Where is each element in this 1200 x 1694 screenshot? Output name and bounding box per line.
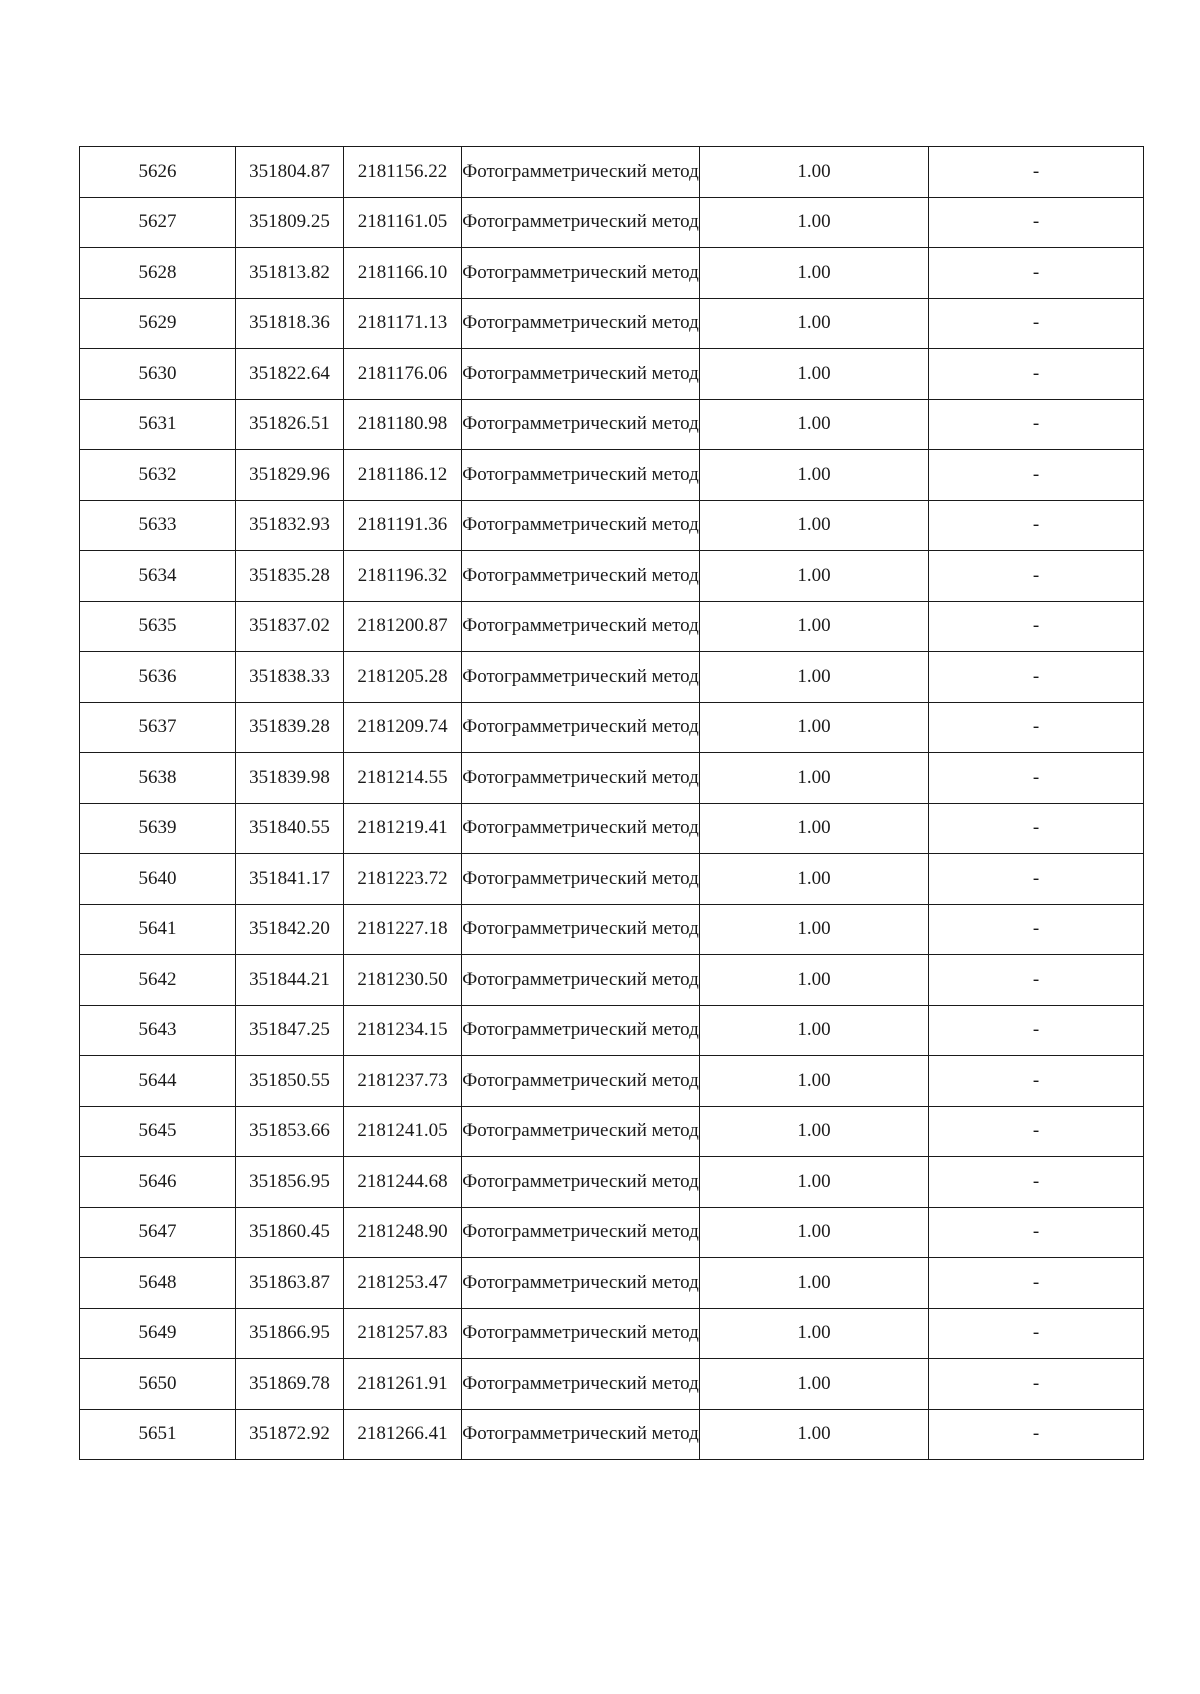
coordinate-x-cell: 351813.82 xyxy=(236,248,344,299)
method-cell: Фотограмметрический метод xyxy=(462,197,700,248)
method-cell: Фотограмметрический метод xyxy=(462,955,700,1006)
coordinate-x-cell: 351853.66 xyxy=(236,1106,344,1157)
table-row xyxy=(80,450,1144,501)
point-number-cell: 5635 xyxy=(80,601,236,652)
table-row xyxy=(80,197,1144,248)
coordinate-x-cell: 351822.64 xyxy=(236,349,344,400)
table-row xyxy=(80,955,1144,1006)
table-row xyxy=(80,551,1144,602)
coordinate-y-cell: 2181253.47 xyxy=(344,1258,462,1309)
note-cell: - xyxy=(929,1409,1144,1460)
table-row xyxy=(80,601,1144,652)
table-row xyxy=(80,904,1144,955)
note-cell: - xyxy=(929,854,1144,905)
method-cell: Фотограмметрический метод xyxy=(462,551,700,602)
point-number-cell: 5650 xyxy=(80,1359,236,1410)
coordinate-y-cell: 2181214.55 xyxy=(344,753,462,804)
note-cell: - xyxy=(929,298,1144,349)
accuracy-cell: 1.00 xyxy=(700,1308,929,1359)
accuracy-cell: 1.00 xyxy=(700,551,929,602)
coordinate-y-cell: 2181234.15 xyxy=(344,1005,462,1056)
note-cell: - xyxy=(929,601,1144,652)
coordinate-y-cell: 2181176.06 xyxy=(344,349,462,400)
note-cell: - xyxy=(929,147,1144,198)
coordinate-x-cell: 351850.55 xyxy=(236,1056,344,1107)
accuracy-cell: 1.00 xyxy=(700,500,929,551)
note-cell: - xyxy=(929,904,1144,955)
note-cell: - xyxy=(929,1308,1144,1359)
table-row xyxy=(80,1106,1144,1157)
method-cell: Фотограмметрический метод xyxy=(462,399,700,450)
accuracy-cell: 1.00 xyxy=(700,854,929,905)
coordinate-x-cell: 351860.45 xyxy=(236,1207,344,1258)
coordinate-x-cell: 351869.78 xyxy=(236,1359,344,1410)
accuracy-cell: 1.00 xyxy=(700,248,929,299)
coordinate-y-cell: 2181196.32 xyxy=(344,551,462,602)
coordinate-y-cell: 2181186.12 xyxy=(344,450,462,501)
coordinate-x-cell: 351863.87 xyxy=(236,1258,344,1309)
method-cell: Фотограмметрический метод xyxy=(462,601,700,652)
note-cell: - xyxy=(929,1258,1144,1309)
method-cell: Фотограмметрический метод xyxy=(462,1157,700,1208)
point-number-cell: 5640 xyxy=(80,854,236,905)
accuracy-cell: 1.00 xyxy=(700,955,929,1006)
method-cell: Фотограмметрический метод xyxy=(462,1207,700,1258)
accuracy-cell: 1.00 xyxy=(700,1106,929,1157)
coordinate-x-cell: 351835.28 xyxy=(236,551,344,602)
coordinate-x-cell: 351838.33 xyxy=(236,652,344,703)
note-cell: - xyxy=(929,1207,1144,1258)
coordinate-y-cell: 2181200.87 xyxy=(344,601,462,652)
table-row xyxy=(80,1359,1144,1410)
method-cell: Фотограмметрический метод xyxy=(462,854,700,905)
accuracy-cell: 1.00 xyxy=(700,147,929,198)
point-number-cell: 5628 xyxy=(80,248,236,299)
table-row xyxy=(80,298,1144,349)
point-number-cell: 5641 xyxy=(80,904,236,955)
table-row xyxy=(80,1005,1144,1056)
point-number-cell: 5632 xyxy=(80,450,236,501)
note-cell: - xyxy=(929,955,1144,1006)
note-cell: - xyxy=(929,1157,1144,1208)
accuracy-cell: 1.00 xyxy=(700,349,929,400)
accuracy-cell: 1.00 xyxy=(700,652,929,703)
accuracy-cell: 1.00 xyxy=(700,399,929,450)
table-row xyxy=(80,1409,1144,1460)
coordinate-y-cell: 2181223.72 xyxy=(344,854,462,905)
note-cell: - xyxy=(929,1106,1144,1157)
coordinate-y-cell: 2181209.74 xyxy=(344,702,462,753)
coordinates-table xyxy=(79,146,1144,1460)
method-cell: Фотограмметрический метод xyxy=(462,1005,700,1056)
table-row xyxy=(80,500,1144,551)
point-number-cell: 5629 xyxy=(80,298,236,349)
coordinate-x-cell: 351856.95 xyxy=(236,1157,344,1208)
table-row xyxy=(80,854,1144,905)
coordinate-x-cell: 351804.87 xyxy=(236,147,344,198)
method-cell: Фотограмметрический метод xyxy=(462,298,700,349)
table-row xyxy=(80,1056,1144,1107)
coordinate-x-cell: 351840.55 xyxy=(236,803,344,854)
accuracy-cell: 1.00 xyxy=(700,197,929,248)
coordinate-x-cell: 351844.21 xyxy=(236,955,344,1006)
table-row xyxy=(80,652,1144,703)
note-cell: - xyxy=(929,349,1144,400)
table-row xyxy=(80,1258,1144,1309)
coordinate-y-cell: 2181156.22 xyxy=(344,147,462,198)
note-cell: - xyxy=(929,248,1144,299)
coordinate-y-cell: 2181257.83 xyxy=(344,1308,462,1359)
accuracy-cell: 1.00 xyxy=(700,1409,929,1460)
coordinate-y-cell: 2181261.91 xyxy=(344,1359,462,1410)
method-cell: Фотограмметрический метод xyxy=(462,147,700,198)
table-row xyxy=(80,753,1144,804)
method-cell: Фотограмметрический метод xyxy=(462,904,700,955)
coordinate-y-cell: 2181166.10 xyxy=(344,248,462,299)
method-cell: Фотограмметрический метод xyxy=(462,1409,700,1460)
accuracy-cell: 1.00 xyxy=(700,904,929,955)
coordinate-y-cell: 2181227.18 xyxy=(344,904,462,955)
method-cell: Фотограмметрический метод xyxy=(462,652,700,703)
method-cell: Фотограмметрический метод xyxy=(462,753,700,804)
note-cell: - xyxy=(929,551,1144,602)
note-cell: - xyxy=(929,702,1144,753)
coordinate-y-cell: 2181205.28 xyxy=(344,652,462,703)
coordinate-y-cell: 2181171.13 xyxy=(344,298,462,349)
accuracy-cell: 1.00 xyxy=(700,1207,929,1258)
point-number-cell: 5637 xyxy=(80,702,236,753)
point-number-cell: 5636 xyxy=(80,652,236,703)
coordinate-x-cell: 351841.17 xyxy=(236,854,344,905)
note-cell: - xyxy=(929,197,1144,248)
coordinate-y-cell: 2181219.41 xyxy=(344,803,462,854)
accuracy-cell: 1.00 xyxy=(700,450,929,501)
note-cell: - xyxy=(929,1056,1144,1107)
accuracy-cell: 1.00 xyxy=(700,1258,929,1309)
point-number-cell: 5649 xyxy=(80,1308,236,1359)
point-number-cell: 5645 xyxy=(80,1106,236,1157)
note-cell: - xyxy=(929,803,1144,854)
accuracy-cell: 1.00 xyxy=(700,753,929,804)
coordinate-x-cell: 351842.20 xyxy=(236,904,344,955)
coordinate-x-cell: 351872.92 xyxy=(236,1409,344,1460)
table-row xyxy=(80,1207,1144,1258)
coordinate-y-cell: 2181266.41 xyxy=(344,1409,462,1460)
table-row xyxy=(80,803,1144,854)
coordinate-y-cell: 2181241.05 xyxy=(344,1106,462,1157)
point-number-cell: 5634 xyxy=(80,551,236,602)
accuracy-cell: 1.00 xyxy=(700,1157,929,1208)
point-number-cell: 5639 xyxy=(80,803,236,854)
note-cell: - xyxy=(929,1359,1144,1410)
coordinate-y-cell: 2181161.05 xyxy=(344,197,462,248)
note-cell: - xyxy=(929,450,1144,501)
coordinate-y-cell: 2181230.50 xyxy=(344,955,462,1006)
accuracy-cell: 1.00 xyxy=(700,1359,929,1410)
coordinate-y-cell: 2181191.36 xyxy=(344,500,462,551)
point-number-cell: 5646 xyxy=(80,1157,236,1208)
coordinate-x-cell: 351866.95 xyxy=(236,1308,344,1359)
accuracy-cell: 1.00 xyxy=(700,702,929,753)
coordinate-y-cell: 2181248.90 xyxy=(344,1207,462,1258)
point-number-cell: 5651 xyxy=(80,1409,236,1460)
coordinate-x-cell: 351847.25 xyxy=(236,1005,344,1056)
coordinate-x-cell: 351839.98 xyxy=(236,753,344,804)
method-cell: Фотограмметрический метод xyxy=(462,349,700,400)
note-cell: - xyxy=(929,652,1144,703)
method-cell: Фотограмметрический метод xyxy=(462,1056,700,1107)
point-number-cell: 5642 xyxy=(80,955,236,1006)
note-cell: - xyxy=(929,500,1144,551)
note-cell: - xyxy=(929,753,1144,804)
table-row xyxy=(80,248,1144,299)
table-row xyxy=(80,399,1144,450)
point-number-cell: 5627 xyxy=(80,197,236,248)
coordinate-x-cell: 351839.28 xyxy=(236,702,344,753)
point-number-cell: 5630 xyxy=(80,349,236,400)
accuracy-cell: 1.00 xyxy=(700,298,929,349)
point-number-cell: 5643 xyxy=(80,1005,236,1056)
point-number-cell: 5648 xyxy=(80,1258,236,1309)
coordinate-y-cell: 2181180.98 xyxy=(344,399,462,450)
coordinates-table-body xyxy=(80,147,1144,1460)
point-number-cell: 5638 xyxy=(80,753,236,804)
point-number-cell: 5631 xyxy=(80,399,236,450)
method-cell: Фотограмметрический метод xyxy=(462,702,700,753)
coordinate-x-cell: 351829.96 xyxy=(236,450,344,501)
point-number-cell: 5644 xyxy=(80,1056,236,1107)
coordinate-y-cell: 2181244.68 xyxy=(344,1157,462,1208)
method-cell: Фотограмметрический метод xyxy=(462,248,700,299)
method-cell: Фотограмметрический метод xyxy=(462,1258,700,1309)
accuracy-cell: 1.00 xyxy=(700,601,929,652)
point-number-cell: 5633 xyxy=(80,500,236,551)
method-cell: Фотограмметрический метод xyxy=(462,500,700,551)
method-cell: Фотограмметрический метод xyxy=(462,803,700,854)
coordinate-x-cell: 351837.02 xyxy=(236,601,344,652)
method-cell: Фотограмметрический метод xyxy=(462,1106,700,1157)
coordinate-x-cell: 351818.36 xyxy=(236,298,344,349)
accuracy-cell: 1.00 xyxy=(700,803,929,854)
table-row xyxy=(80,702,1144,753)
accuracy-cell: 1.00 xyxy=(700,1005,929,1056)
note-cell: - xyxy=(929,399,1144,450)
point-number-cell: 5647 xyxy=(80,1207,236,1258)
method-cell: Фотограмметрический метод xyxy=(462,1359,700,1410)
coordinate-x-cell: 351826.51 xyxy=(236,399,344,450)
method-cell: Фотограмметрический метод xyxy=(462,1308,700,1359)
coordinate-x-cell: 351809.25 xyxy=(236,197,344,248)
coordinate-y-cell: 2181237.73 xyxy=(344,1056,462,1107)
accuracy-cell: 1.00 xyxy=(700,1056,929,1107)
point-number-cell: 5626 xyxy=(80,147,236,198)
table-row xyxy=(80,1308,1144,1359)
method-cell: Фотограмметрический метод xyxy=(462,450,700,501)
note-cell: - xyxy=(929,1005,1144,1056)
coordinate-x-cell: 351832.93 xyxy=(236,500,344,551)
table-row xyxy=(80,147,1144,198)
table-row xyxy=(80,349,1144,400)
table-row xyxy=(80,1157,1144,1208)
